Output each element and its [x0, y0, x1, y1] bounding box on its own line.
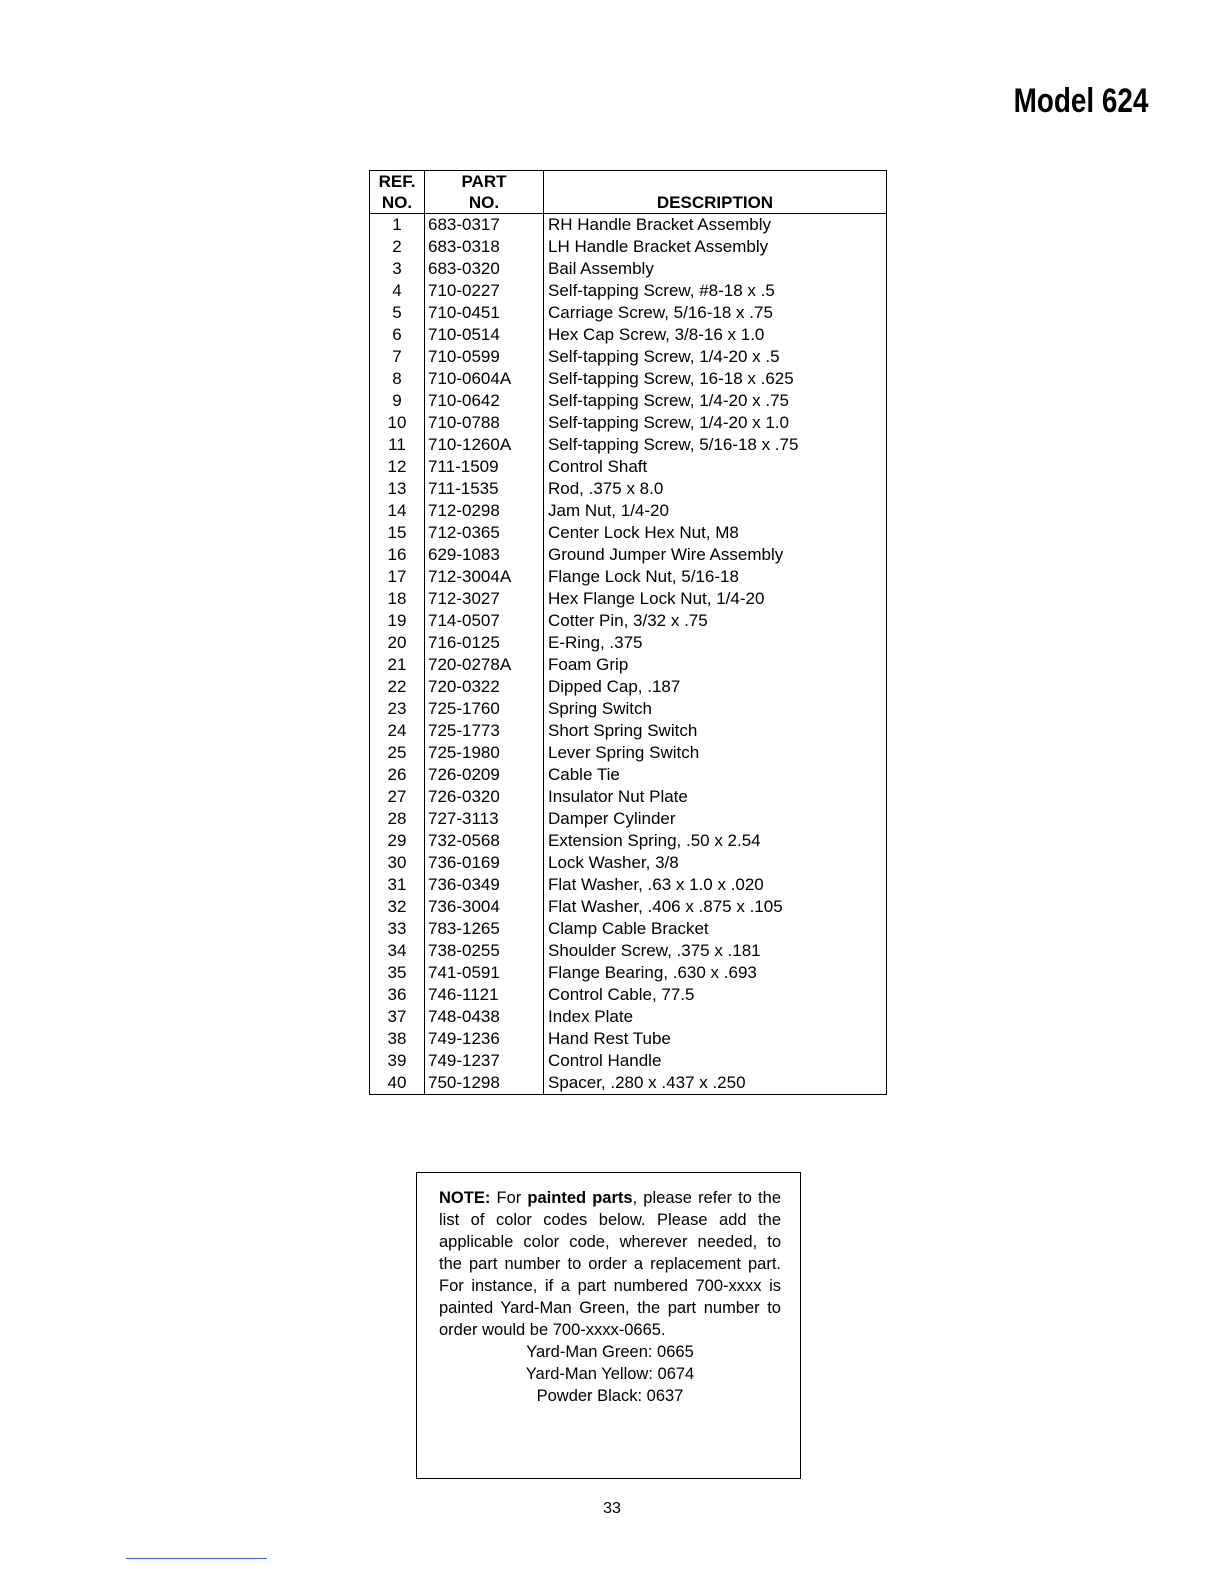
ref-no-cell: 15	[370, 522, 425, 544]
ref-no-cell: 17	[370, 566, 425, 588]
table-row	[370, 610, 887, 632]
ref-no-cell: 3	[370, 258, 425, 280]
part-header-line2: NO.	[468, 193, 500, 212]
description-cell: RH Handle Bracket Assembly	[548, 215, 771, 234]
table-row	[370, 214, 887, 237]
table-row	[370, 1050, 887, 1072]
note-text-1: For	[496, 1189, 522, 1207]
description-cell: Cable Tie	[548, 765, 620, 784]
table-row	[370, 654, 887, 676]
description-cell: Self-tapping Screw, 1/4-20 x .75	[548, 391, 789, 410]
description-cell: Self-tapping Screw, 5/16-18 x .75	[548, 435, 799, 454]
table-row	[370, 808, 887, 830]
table-row	[370, 324, 887, 346]
ref-no-cell: 40	[370, 1072, 425, 1095]
description-cell: Extension Spring, .50 x 2.54	[548, 831, 761, 850]
part-no-cell: 712-0365	[425, 522, 544, 544]
part-no-cell: 725-1980	[425, 742, 544, 764]
table-row	[370, 500, 887, 522]
page-number: 33	[603, 1500, 621, 1517]
description-cell: Hex Flange Lock Nut, 1/4-20	[548, 589, 765, 608]
part-no-cell: 720-0322	[425, 676, 544, 698]
description-cell: Control Cable, 77.5	[548, 985, 695, 1004]
table-row	[370, 764, 887, 786]
table-row	[370, 962, 887, 984]
part-no-cell: 748-0438	[425, 1006, 544, 1028]
ref-no-cell: 37	[370, 1006, 425, 1028]
description-cell: Spring Switch	[548, 699, 652, 718]
table-row	[370, 456, 887, 478]
ref-no-cell: 19	[370, 610, 425, 632]
part-no-cell: 712-3027	[425, 588, 544, 610]
ref-no-cell: 33	[370, 918, 425, 940]
part-no-cell: 749-1237	[425, 1050, 544, 1072]
ref-no-cell: 39	[370, 1050, 425, 1072]
part-no-cell: 711-1535	[425, 478, 544, 500]
description-cell: Dipped Cap, .187	[548, 677, 681, 696]
description-cell: Flange Bearing, .630 x .693	[548, 963, 757, 982]
ref-no-cell: 29	[370, 830, 425, 852]
description-cell: Self-tapping Screw, #8-18 x .5	[548, 281, 775, 300]
table-row	[370, 852, 887, 874]
description-cell: Hand Rest Tube	[548, 1029, 671, 1048]
part-no-cell: 736-3004	[425, 896, 544, 918]
ref-no-cell: 11	[370, 434, 425, 456]
table-row	[370, 390, 887, 412]
description-cell: Jam Nut, 1/4-20	[548, 501, 669, 520]
description-cell: Ground Jumper Wire Assembly	[548, 545, 784, 564]
table-row	[370, 940, 887, 962]
ref-no-cell: 22	[370, 676, 425, 698]
ref-no-cell: 6	[370, 324, 425, 346]
parts-table	[369, 170, 887, 1095]
description-cell: Self-tapping Screw, 1/4-20 x 1.0	[548, 413, 789, 432]
part-no-cell: 741-0591	[425, 962, 544, 984]
description-cell: Flange Lock Nut, 5/16-18	[548, 567, 739, 586]
ref-no-cell: 21	[370, 654, 425, 676]
description-cell: Damper Cylinder	[548, 809, 676, 828]
part-no-cell: 711-1509	[425, 456, 544, 478]
ref-no-cell: 28	[370, 808, 425, 830]
parts-table-body	[370, 214, 887, 1095]
part-no-cell: 720-0278A	[425, 654, 544, 676]
part-no-cell: 710-0451	[425, 302, 544, 324]
painted-parts-note	[416, 1172, 801, 1479]
ref-no-cell: 36	[370, 984, 425, 1006]
table-row	[370, 1028, 887, 1050]
part-no-cell: 749-1236	[425, 1028, 544, 1050]
ref-no-cell: 23	[370, 698, 425, 720]
part-no-cell: 710-0227	[425, 280, 544, 302]
table-row	[370, 566, 887, 588]
description-cell: Flat Washer, .406 x .875 x .105	[548, 897, 783, 916]
table-row	[370, 720, 887, 742]
color-code-item: Powder Black: 0637	[536, 1387, 684, 1405]
description-cell: E-Ring, .375	[548, 633, 643, 652]
table-row	[370, 478, 887, 500]
part-no-cell: 710-1260A	[425, 434, 544, 456]
table-row	[370, 676, 887, 698]
ref-header-line2: NO.	[381, 193, 413, 212]
description-cell: Shoulder Screw, .375 x .181	[548, 941, 761, 960]
note-text	[439, 1187, 781, 1341]
part-no-cell: 710-0604A	[425, 368, 544, 390]
color-code-item: Yard-Man Yellow: 0674	[525, 1365, 695, 1383]
table-row	[370, 984, 887, 1006]
description-cell: Index Plate	[548, 1007, 634, 1026]
part-no-cell: 710-0599	[425, 346, 544, 368]
part-no-cell: 738-0255	[425, 940, 544, 962]
ref-no-cell: 14	[370, 500, 425, 522]
ref-no-cell: 12	[370, 456, 425, 478]
table-header-row	[370, 171, 887, 214]
ref-no-cell: 20	[370, 632, 425, 654]
ref-no-cell: 26	[370, 764, 425, 786]
table-row	[370, 1072, 887, 1095]
table-row	[370, 280, 887, 302]
description-cell: Lever Spring Switch	[548, 743, 700, 762]
column-header-ref-no	[370, 171, 425, 214]
description-cell: Flat Washer, .63 x 1.0 x .020	[548, 875, 764, 894]
table-row	[370, 896, 887, 918]
table-row	[370, 236, 887, 258]
description-cell: LH Handle Bracket Assembly	[548, 237, 769, 256]
description-cell: Hex Cap Screw, 3/8-16 x 1.0	[548, 325, 765, 344]
ref-no-cell: 34	[370, 940, 425, 962]
description-cell: Center Lock Hex Nut, M8	[548, 523, 739, 542]
table-row	[370, 368, 887, 390]
ref-no-cell: 1	[370, 214, 425, 237]
description-cell: Short Spring Switch	[548, 721, 698, 740]
ref-no-cell: 31	[370, 874, 425, 896]
part-no-cell: 736-0349	[425, 874, 544, 896]
part-no-cell: 725-1760	[425, 698, 544, 720]
ref-no-cell: 24	[370, 720, 425, 742]
column-header-part-no	[425, 171, 544, 214]
table-row	[370, 918, 887, 940]
part-no-cell: 736-0169	[425, 852, 544, 874]
part-no-cell: 727-3113	[425, 808, 544, 830]
part-no-cell: 726-0209	[425, 764, 544, 786]
part-no-cell: 726-0320	[425, 786, 544, 808]
description-cell: Self-tapping Screw, 1/4-20 x .5	[548, 347, 780, 366]
table-row	[370, 346, 887, 368]
description-cell: Spacer, .280 x .437 x .250	[548, 1073, 746, 1092]
ref-no-cell: 32	[370, 896, 425, 918]
color-code-list	[439, 1341, 781, 1407]
table-row	[370, 830, 887, 852]
ref-no-cell: 18	[370, 588, 425, 610]
part-no-cell: 710-0642	[425, 390, 544, 412]
table-row	[370, 1006, 887, 1028]
ref-no-cell: 9	[370, 390, 425, 412]
description-cell: Lock Washer, 3/8	[548, 853, 679, 872]
note-label: NOTE:	[439, 1189, 491, 1207]
description-cell: Bail Assembly	[548, 259, 654, 278]
part-no-cell: 629-1083	[425, 544, 544, 566]
part-no-cell: 714-0507	[425, 610, 544, 632]
table-row	[370, 786, 887, 808]
table-row	[370, 632, 887, 654]
footer-link-underline	[126, 1558, 267, 1559]
description-cell: Control Shaft	[548, 457, 648, 476]
description-cell: Foam Grip	[548, 655, 629, 674]
ref-no-cell: 38	[370, 1028, 425, 1050]
part-no-cell: 683-0318	[425, 236, 544, 258]
description-cell: Cotter Pin, 3/32 x .75	[548, 611, 708, 630]
ref-no-cell: 27	[370, 786, 425, 808]
part-no-cell: 750-1298	[425, 1072, 544, 1095]
ref-no-cell: 7	[370, 346, 425, 368]
ref-no-cell: 8	[370, 368, 425, 390]
ref-no-cell: 16	[370, 544, 425, 566]
description-cell: Self-tapping Screw, 16-18 x .625	[548, 369, 794, 388]
ref-no-cell: 2	[370, 236, 425, 258]
description-cell: Clamp Cable Bracket	[548, 919, 709, 938]
part-no-cell: 710-0788	[425, 412, 544, 434]
page-title: Model 624	[1013, 82, 1148, 120]
part-no-cell: 746-1121	[425, 984, 544, 1006]
table-row	[370, 258, 887, 280]
part-no-cell: 683-0320	[425, 258, 544, 280]
ref-no-cell: 30	[370, 852, 425, 874]
description-cell: Insulator Nut Plate	[548, 787, 688, 806]
part-header-line1: PART	[461, 172, 507, 191]
note-text-2: , please refer to the list of color codes below. Please add the applicable color code, wherever needed, to the part number to order a replacement part. For instance, if a part numbered 700-xxxx is painted Yard-Man Green, the part number to order would be 700-xxxx-0665.	[439, 1189, 781, 1339]
ref-no-cell: 35	[370, 962, 425, 984]
ref-no-cell: 5	[370, 302, 425, 324]
table-row	[370, 412, 887, 434]
table-row	[370, 874, 887, 896]
ref-header-line1: REF.	[378, 172, 416, 191]
table-row	[370, 522, 887, 544]
ref-no-cell: 4	[370, 280, 425, 302]
ref-no-cell: 13	[370, 478, 425, 500]
part-no-cell: 710-0514	[425, 324, 544, 346]
ref-no-cell: 25	[370, 742, 425, 764]
part-no-cell: 783-1265	[425, 918, 544, 940]
table-row	[370, 698, 887, 720]
description-cell: Carriage Screw, 5/16-18 x .75	[548, 303, 773, 322]
part-no-cell: 683-0317	[425, 214, 544, 237]
description-cell: Control Handle	[548, 1051, 662, 1070]
part-no-cell: 732-0568	[425, 830, 544, 852]
table-row	[370, 434, 887, 456]
part-no-cell: 725-1773	[425, 720, 544, 742]
table-row	[370, 742, 887, 764]
description-cell: Rod, .375 x 8.0	[548, 479, 664, 498]
part-no-cell: 716-0125	[425, 632, 544, 654]
column-header-description: DESCRIPTION	[544, 171, 887, 214]
part-no-cell: 712-3004A	[425, 566, 544, 588]
part-no-cell: 712-0298	[425, 500, 544, 522]
table-row	[370, 588, 887, 610]
color-code-item: Yard-Man Green: 0665	[526, 1343, 694, 1361]
table-row	[370, 544, 887, 566]
table-row	[370, 302, 887, 324]
ref-no-cell: 10	[370, 412, 425, 434]
note-emphasis: painted parts	[527, 1189, 633, 1207]
